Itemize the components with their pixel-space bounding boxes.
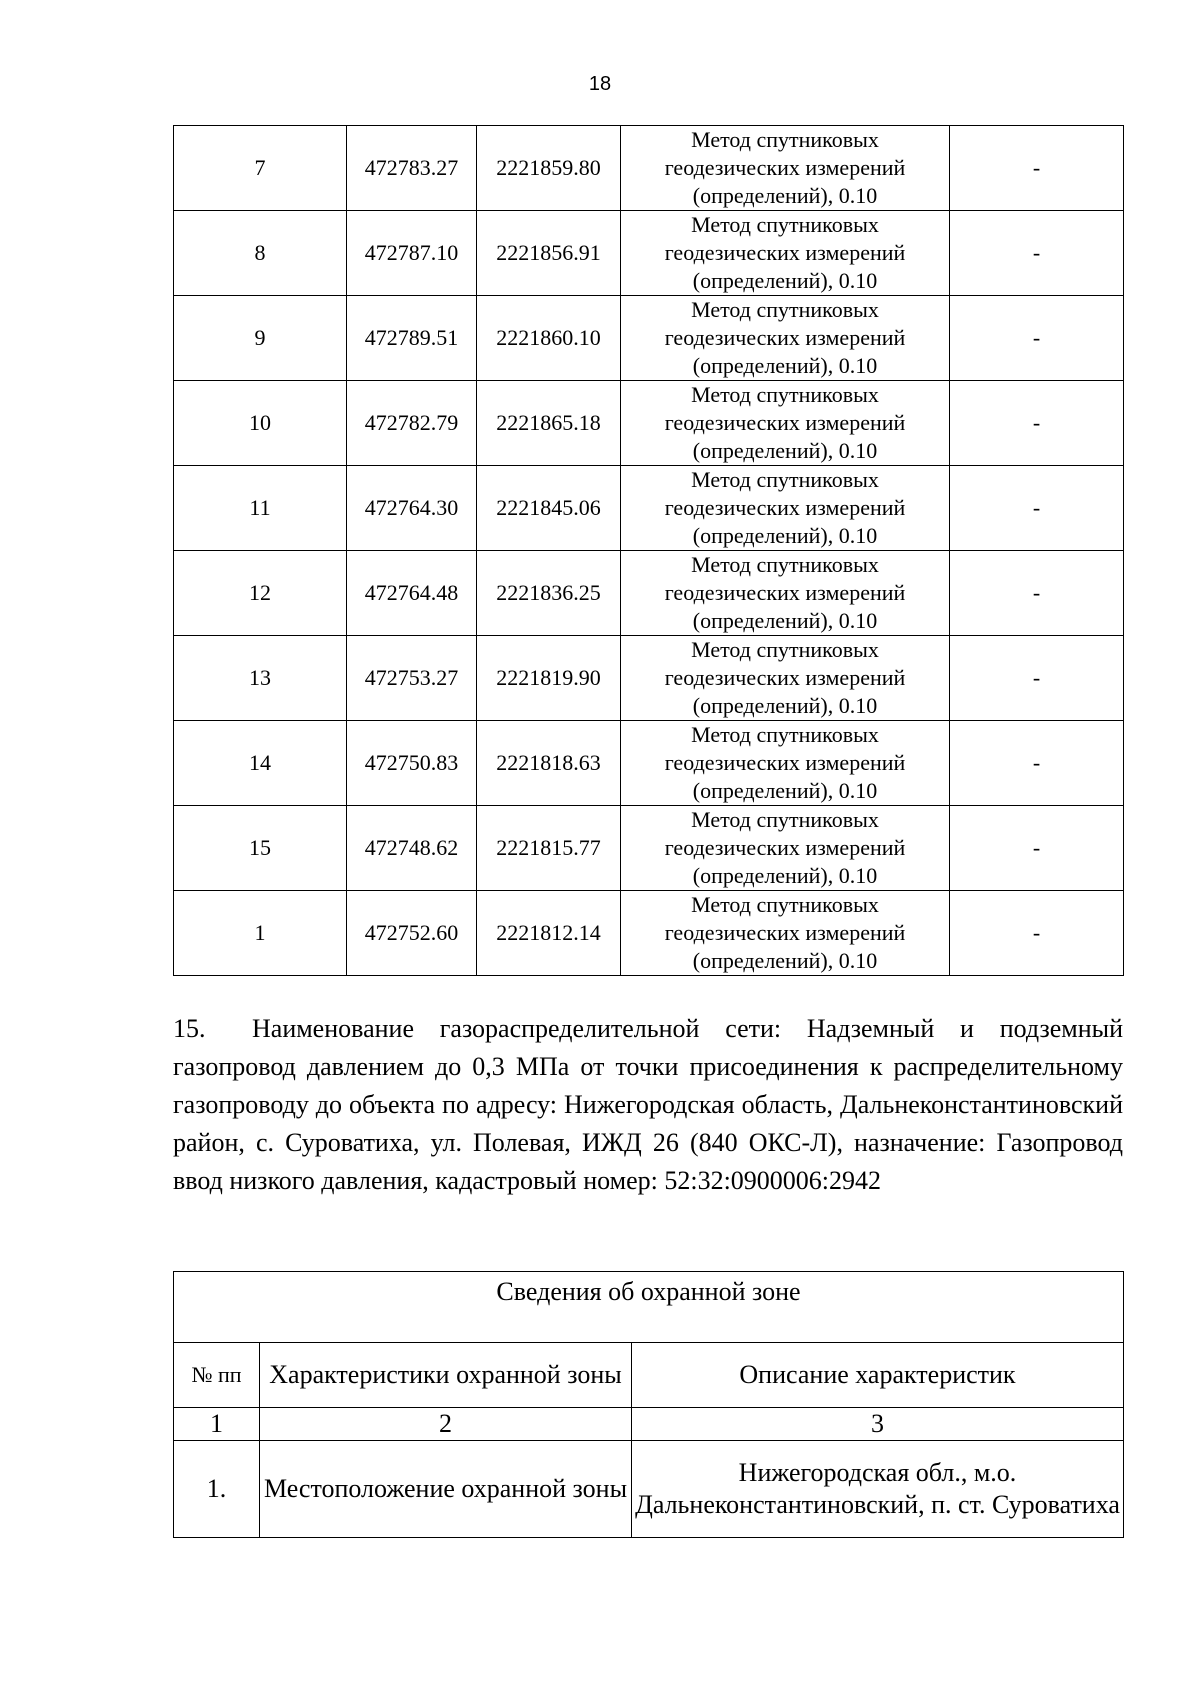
zone-title-row: [174, 1272, 1124, 1343]
table-row: [174, 126, 1124, 211]
point-number-cell: 12: [174, 551, 347, 636]
header-num: № пп: [174, 1343, 260, 1408]
note-cell: -: [950, 296, 1124, 381]
method-cell: [621, 891, 950, 976]
note-cell: -: [950, 551, 1124, 636]
method-cell: [621, 466, 950, 551]
point-number-cell: 13: [174, 636, 347, 721]
method-cell: [621, 211, 950, 296]
x-coordinate-cell: 472748.62: [347, 806, 477, 891]
method-text: Метод спутниковых геодезических измерений (определений), 0.10: [664, 637, 906, 718]
x-coordinate-cell: 472752.60: [347, 891, 477, 976]
x-coordinate-cell: 472764.30: [347, 466, 477, 551]
zone-column-number-row: [174, 1408, 1124, 1441]
method-cell: [621, 551, 950, 636]
x-coordinate-cell: 472782.79: [347, 381, 477, 466]
note-cell: -: [950, 466, 1124, 551]
section-paragraph: [173, 1010, 1123, 1200]
y-coordinate-cell: 2221836.25: [477, 551, 621, 636]
method-text: Метод спутниковых геодезических измерений (определений), 0.10: [664, 127, 906, 208]
zone-header-row: [174, 1343, 1124, 1408]
x-coordinate-cell: 472750.83: [347, 721, 477, 806]
point-number-cell: 11: [174, 466, 347, 551]
table-row: [174, 466, 1124, 551]
note-cell: -: [950, 806, 1124, 891]
characteristic-cell: Местоположение охранной зоны: [260, 1441, 632, 1538]
column-number: 1: [174, 1408, 260, 1441]
method-cell: [621, 636, 950, 721]
point-number-cell: 8: [174, 211, 347, 296]
method-cell: [621, 381, 950, 466]
method-cell: [621, 296, 950, 381]
y-coordinate-cell: 2221815.77: [477, 806, 621, 891]
table-row: [174, 806, 1124, 891]
page-number: 18: [588, 73, 612, 95]
method-text: Метод спутниковых геодезических измерений (определений), 0.10: [664, 467, 906, 548]
x-coordinate-cell: 472787.10: [347, 211, 477, 296]
y-coordinate-cell: 2221818.63: [477, 721, 621, 806]
table-row: [174, 1441, 1124, 1538]
method-cell: [621, 126, 950, 211]
point-number-cell: 1: [174, 891, 347, 976]
table-row: [174, 636, 1124, 721]
point-number-cell: 15: [174, 806, 347, 891]
table-row: [174, 381, 1124, 466]
point-number-cell: 9: [174, 296, 347, 381]
y-coordinate-cell: 2221845.06: [477, 466, 621, 551]
table-row: [174, 296, 1124, 381]
row-number-cell: 1.: [174, 1441, 260, 1538]
method-text: Метод спутниковых геодезических измерений (определений), 0.10: [664, 807, 906, 888]
coordinates-table-body: [174, 126, 1124, 976]
table-row: [174, 721, 1124, 806]
method-cell: [621, 721, 950, 806]
table-row: [174, 891, 1124, 976]
zone-table-title: Сведения об охранной зоне: [174, 1272, 1124, 1343]
note-cell: -: [950, 381, 1124, 466]
method-text: Метод спутниковых геодезических измерений (определений), 0.10: [664, 297, 906, 378]
method-text: Метод спутниковых геодезических измерений (определений), 0.10: [664, 212, 906, 293]
description-cell: Нижегородская обл., м.о. Дальнеконстантиновский, п. ст. Суроватиха: [632, 1441, 1124, 1538]
point-number-cell: 7: [174, 126, 347, 211]
section-number: 15.: [173, 1014, 206, 1043]
point-number-cell: 10: [174, 381, 347, 466]
note-cell: -: [950, 636, 1124, 721]
y-coordinate-cell: 2221860.10: [477, 296, 621, 381]
coordinates-table: [173, 125, 1124, 976]
y-coordinate-cell: 2221859.80: [477, 126, 621, 211]
column-number: 3: [632, 1408, 1124, 1441]
y-coordinate-cell: 2221819.90: [477, 636, 621, 721]
x-coordinate-cell: 472783.27: [347, 126, 477, 211]
table-row: [174, 551, 1124, 636]
y-coordinate-cell: 2221856.91: [477, 211, 621, 296]
method-text: Метод спутниковых геодезических измерений (определений), 0.10: [664, 552, 906, 633]
protection-zone-table: [173, 1271, 1124, 1538]
x-coordinate-cell: 472764.48: [347, 551, 477, 636]
y-coordinate-cell: 2221812.14: [477, 891, 621, 976]
method-text: Метод спутниковых геодезических измерений (определений), 0.10: [664, 382, 906, 463]
table-row: [174, 211, 1124, 296]
x-coordinate-cell: 472753.27: [347, 636, 477, 721]
x-coordinate-cell: 472789.51: [347, 296, 477, 381]
column-number: 2: [260, 1408, 632, 1441]
note-cell: -: [950, 126, 1124, 211]
note-cell: -: [950, 891, 1124, 976]
header-description: Описание характеристик: [632, 1343, 1124, 1408]
point-number-cell: 14: [174, 721, 347, 806]
method-text: Метод спутниковых геодезических измерений (определений), 0.10: [664, 892, 906, 973]
section-text: Наименование газораспределительной сети: Надземный и подземный газопровод давлением до 0,3 МПа от точки присоединения к распределительному газопроводу до объекта по адресу: Нижегородская область, Дальнеконстантиновский район, с. Суроватиха, ул. Полевая, ИЖД 26 (840 ОКС-Л), назначение: Газопровод ввод низкого давления, кадастровый номер: 52:32:0900006:2942: [173, 1014, 1123, 1195]
method-text: Метод спутниковых геодезических измерений (определений), 0.10: [664, 722, 906, 803]
note-cell: -: [950, 721, 1124, 806]
y-coordinate-cell: 2221865.18: [477, 381, 621, 466]
note-cell: -: [950, 211, 1124, 296]
method-cell: [621, 806, 950, 891]
header-characteristic: Характеристики охранной зоны: [260, 1343, 632, 1408]
protection-zone-table-body: [174, 1272, 1124, 1538]
